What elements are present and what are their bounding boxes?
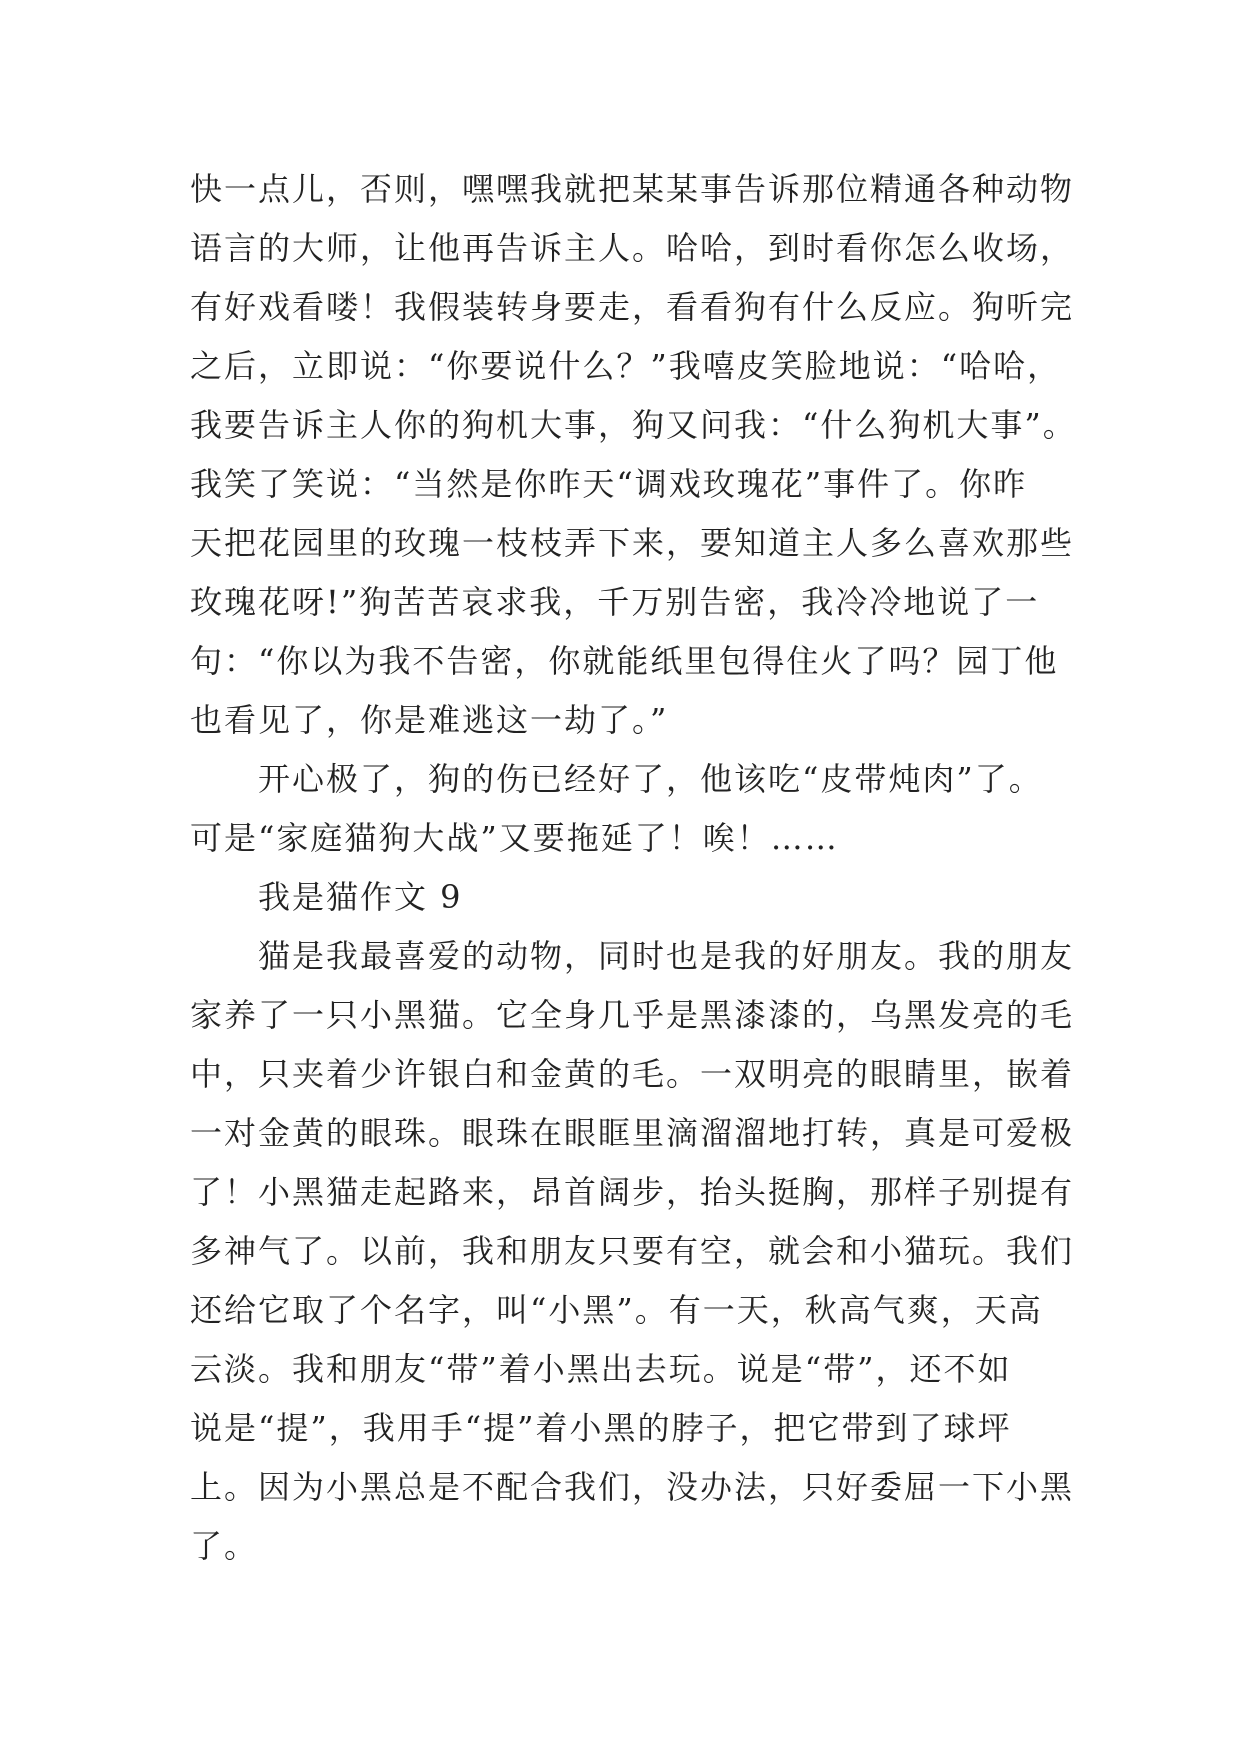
text-line: 中，只夹着少许银白和金黄的毛。一双明亮的眼睛里，嵌着 xyxy=(190,1055,1075,1093)
text-line: 之后，立即说：“你要说什么？”我嘻皮笑脸地说：“哈哈， xyxy=(190,347,1062,385)
text-line: 云淡。我和朋友“带”着小黑出去玩。说是“带”，还不如 xyxy=(190,1350,1012,1388)
text-line: 有好戏看喽！我假装转身要走，看看狗有什么反应。狗听完 xyxy=(190,288,1075,326)
text-line: 语言的大师，让他再告诉主人。哈哈，到时看你怎么收场， xyxy=(190,229,1075,267)
text-line: 家养了一只小黑猫。它全身几乎是黑漆漆的，乌黑发亮的毛 xyxy=(190,996,1075,1034)
text-line: 说是“提”，我用手“提”着小黑的脖子，把它带到了球坪 xyxy=(190,1409,1012,1447)
text-line: 句：“你以为我不告密，你就能纸里包得住火了吗？园丁他 xyxy=(190,642,1059,680)
text-line: 了。 xyxy=(190,1527,259,1565)
text-line: 我要告诉主人你的狗机大事，狗又问我：“什么狗机大事”。 xyxy=(190,406,1077,444)
text-line: 天把花园里的玫瑰一枝枝弄下来，要知道主人多么喜欢那些 xyxy=(190,524,1075,562)
text-line: 上。因为小黑总是不配合我们，没办法，只好委屈一下小黑 xyxy=(190,1468,1075,1506)
text-line: 一对金黄的眼珠。眼珠在眼眶里滴溜溜地打转，真是可爱极 xyxy=(190,1114,1075,1152)
section-heading: 我是猫作文 9 xyxy=(258,878,463,916)
text-line: 多神气了。以前，我和朋友只要有空，就会和小猫玩。我们 xyxy=(190,1232,1075,1270)
text-line: 快一点儿，否则，嘿嘿我就把某某事告诉那位精通各种动物 xyxy=(190,170,1075,208)
text-line: 玫瑰花呀!”狗苦苦哀求我，千万别告密，我冷冷地说了一 xyxy=(190,583,1040,621)
document-body xyxy=(190,160,1077,1576)
paragraph-start-line: 猫是我最喜爱的动物，同时也是我的好朋友。我的朋友 xyxy=(258,937,1075,975)
paragraph-start-line: 开心极了，狗的伤已经好了，他该吃“皮带炖肉”了。 xyxy=(258,760,1043,798)
text-line: 还给它取了个名字，叫“小黑”。有一天，秋高气爽，天高 xyxy=(190,1291,1043,1329)
text-line: 可是“家庭猫狗大战”又要拖延了！唉！…… xyxy=(190,819,839,857)
text-line: 也看见了，你是难逃这一劫了。” xyxy=(190,701,669,739)
text-line: 我笑了笑说：“当然是你昨天“调戏玫瑰花”事件了。你昨 xyxy=(190,465,1028,503)
text-line: 了！小黑猫走起路来，昂首阔步，抬头挺胸，那样子别提有 xyxy=(190,1173,1075,1211)
